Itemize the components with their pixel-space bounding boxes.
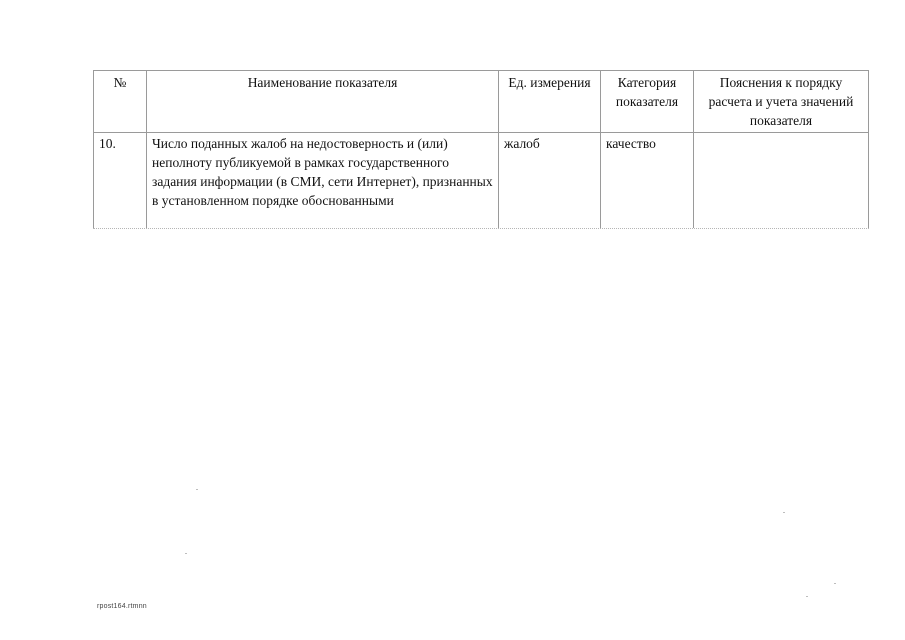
scan-speck [196,489,198,490]
indicators-table [93,70,869,231]
row-name: Число поданных жалоб на недостоверность и (или) неполноту публикуемой в рамках государственного задания информации (в СМИ, сети Интернет), признанных в установленном порядке обоснованными [147,133,499,231]
header-category: Категория показателя [601,71,694,133]
scan-speck [185,553,187,554]
row-notes [694,133,869,231]
header-number: № [94,71,147,133]
row-unit: жалоб [499,133,601,231]
scan-dotted-edge [93,228,869,230]
scan-speck [834,583,836,584]
row-number: 10. [94,133,147,231]
footer-file-code: rpost164.rtmnn [97,603,147,610]
header-notes: Пояснения к порядку расчета и учета значений показателя [694,71,869,133]
table-header-row [94,71,869,133]
header-name: Наименование показателя [147,71,499,133]
scan-speck [806,596,808,597]
row-category: качество [601,133,694,231]
table-row [94,133,869,231]
header-unit: Ед. измерения [499,71,601,133]
scan-speck [783,512,785,513]
